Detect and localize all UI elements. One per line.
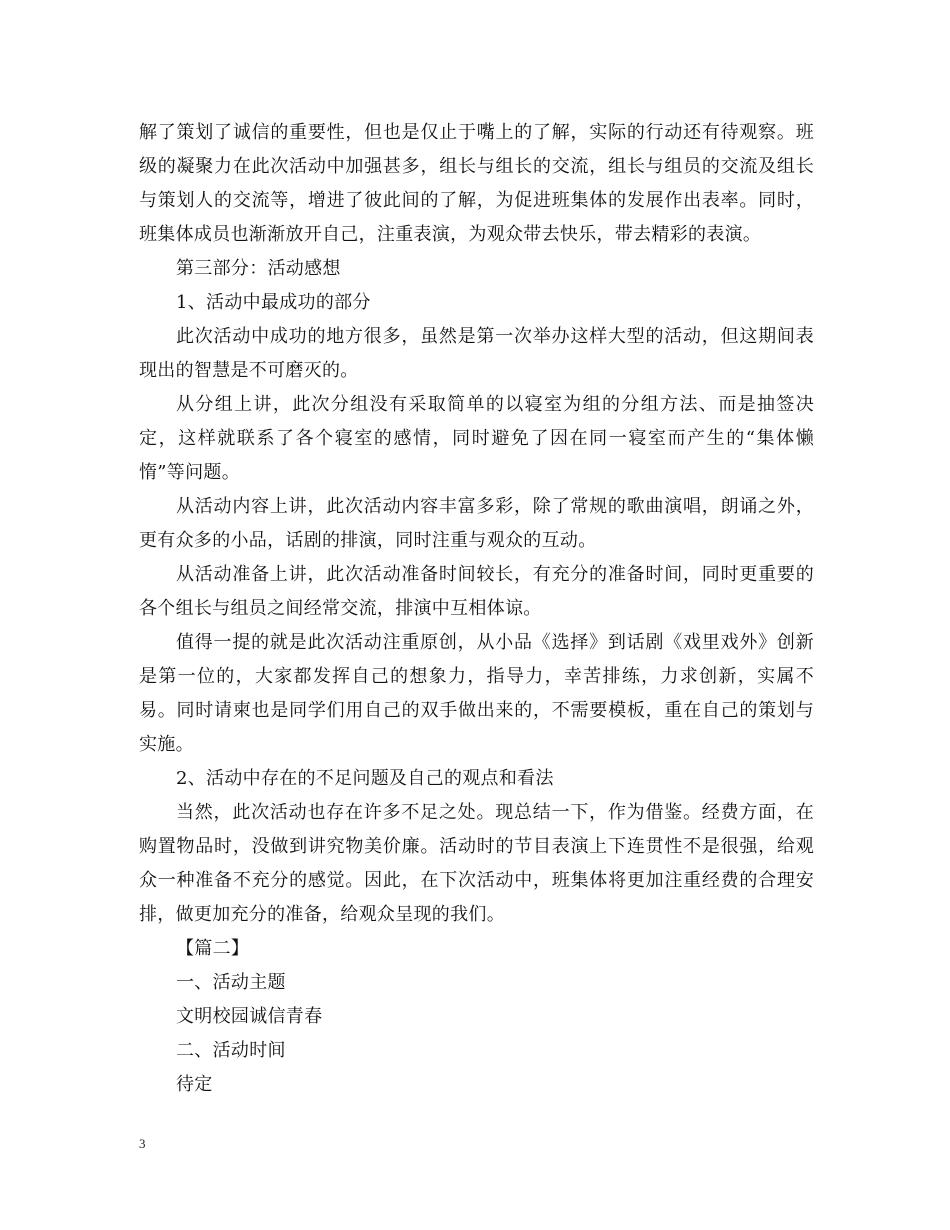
page-number: 3 (139, 1136, 146, 1151)
paragraph-grouping: 从分组上讲，此次分组没有采取简单的以寝室为组的分组方法、而是抽签决定，这样就联系了各个寝室的感情，同时避免了因在同一寝室而产生的“集体懒惰”等问题。 (139, 394, 814, 483)
section-heading-part-three: 第三部分：活动感想 (176, 258, 341, 279)
subheading-shortcomings: 2、活动中存在的不足问题及自己的观点和看法 (176, 768, 554, 789)
subheading-most-successful: 1、活动中最成功的部分 (176, 292, 371, 313)
paragraph-shortcomings: 当然，此次活动也存在许多不足之处。现总结一下，作为借鉴。经费方面，在购置物品时，没做到讲究物美价廉。活动时的节目表演上下连贯性不是很强，给观众一种准备不充分的感觉。因此，在下次活动中，班集体将更加注重经费的合理安排，做更加充分的准备，给观众呈现的我们。 (139, 802, 814, 925)
section-heading-part-two: 【篇二】 (176, 938, 250, 959)
heading-activity-time: 二、活动时间 (176, 1040, 286, 1061)
paragraph-content: 从活动内容上讲，此次活动内容丰富多彩，除了常规的歌曲演唱，朗诵之外，更有众多的小品，话剧的排演，同时注重与观众的互动。 (139, 496, 814, 551)
paragraph-preparation: 从活动准备上讲，此次活动准备时间较长，有充分的准备时间，同时更重要的各个组长与组员之间经常交流，排演中互相体谅。 (139, 564, 814, 619)
paragraph-originality: 值得一提的就是此次活动注重原创，从小品《选择》到话剧《戏里戏外》创新是第一位的，大家都发挥自己的想象力，指导力，幸苦排练，力求创新，实属不易。同时请柬也是同学们用自己的双手做出来的，不需要模板，重在自己的策划与实施。 (139, 632, 814, 755)
heading-activity-theme: 一、活动主题 (176, 972, 286, 993)
paragraph-success-overview: 此次活动中成功的地方很多，虽然是第一次举办这样大型的活动，但这期间表现出的智慧是不可磨灭的。 (139, 326, 814, 381)
paragraph-1: 解了策划了诚信的重要性，但也是仅止于嘴上的了解，实际的行动还有待观察。班级的凝聚力在此次活动中加强甚多，组长与组长的交流，组长与组员的交流及组长与策划人的交流等，增进了彼此间的了解，为促进班集体的发展作出表率。同时，班集体成员也渐渐放开自己，注重表演，为观众带去快乐，带去精彩的表演。 (139, 122, 814, 245)
activity-theme-value: 文明校园诚信青春 (176, 1006, 323, 1027)
document-body (139, 116, 814, 1102)
activity-time-value: 待定 (176, 1074, 213, 1095)
